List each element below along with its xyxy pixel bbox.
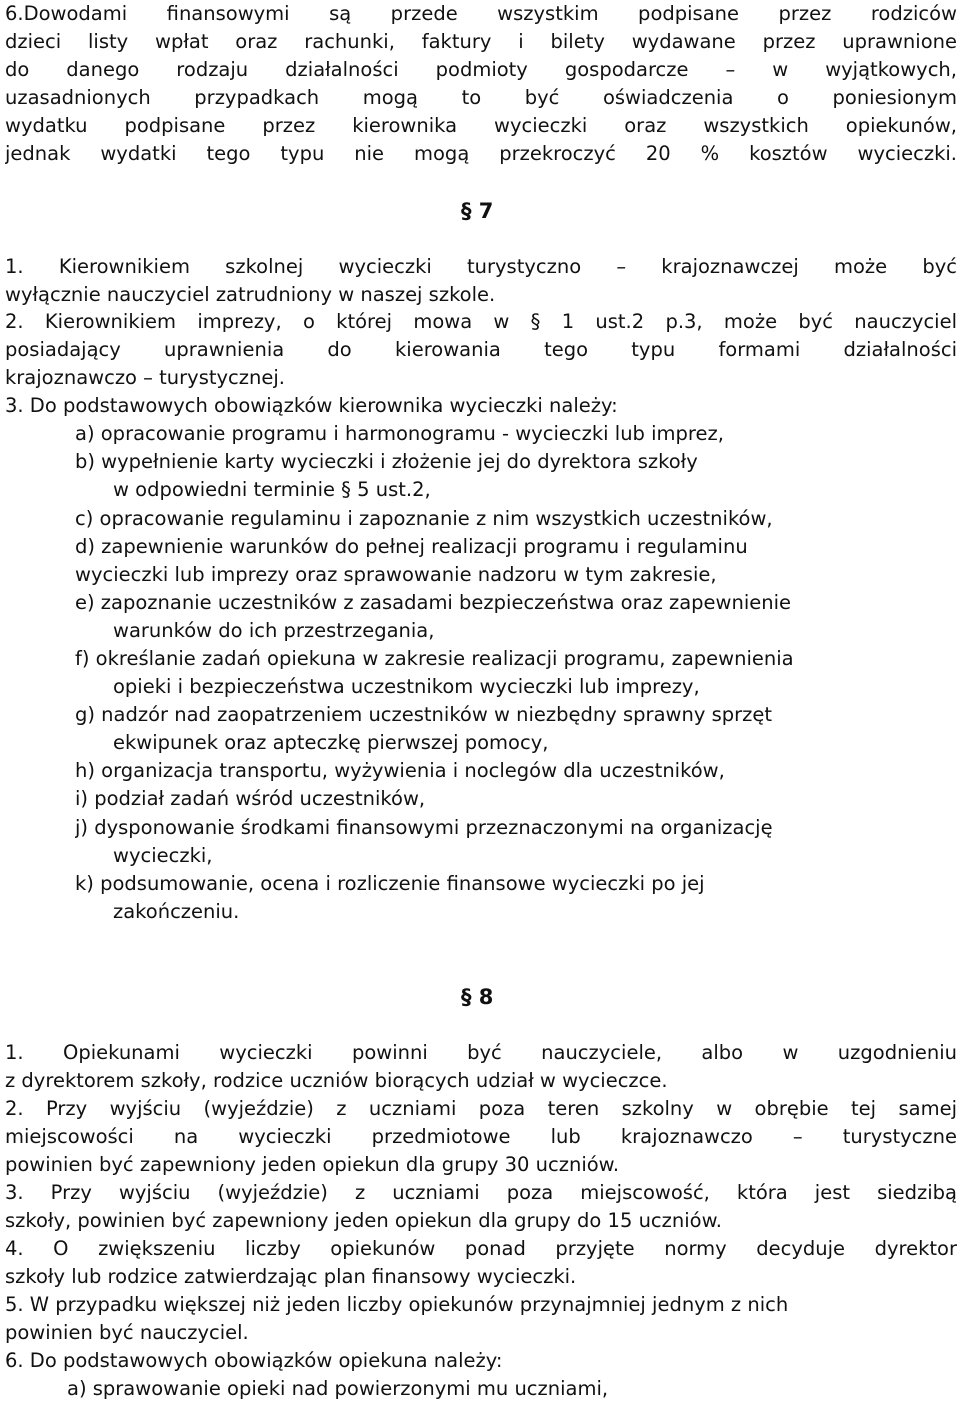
text-line: 2. Przy wyjściu (wyjeździe) z uczniami poza teren szkolny w obrębie tej samej xyxy=(5,1097,957,1120)
list-item: i) podział zadań wśród uczestników, xyxy=(75,787,426,810)
list-item: a) opracowanie programu i harmonogramu - wycieczki lub imprez, xyxy=(75,422,724,445)
text-line: 2. Kierownikiem imprezy, o której mowa w § 1 ust.2 p.3, może być nauczyciel xyxy=(5,310,957,333)
list-item-continuation: wycieczki lub imprezy oraz sprawowanie nadzoru w tym zakresie, xyxy=(75,563,717,586)
list-item: h) organizacja transportu, wyżywienia i noclegów dla uczestników, xyxy=(75,759,725,782)
list-item-continuation: w odpowiedni terminie § 5 ust.2, xyxy=(113,478,431,501)
text-line: uzasadnionych przypadkach mogą to być oświadczenia o poniesionym xyxy=(5,86,957,109)
text-line: 6.Dowodami finansowymi są przede wszystkim podpisane przez rodziców xyxy=(5,2,957,25)
list-item-continuation: opieki i bezpieczeństwa uczestnikom wycieczki lub imprezy, xyxy=(113,675,700,698)
section-heading-8: § 8 xyxy=(461,985,494,1009)
text-line: krajoznawczo – turystycznej. xyxy=(5,366,285,389)
text-line: 5. W przypadku większej niż jeden liczby opiekunów przynajmniej jednym z nich xyxy=(5,1293,789,1316)
text-line: do danego rodzaju działalności podmioty gospodarcze – w wyjątkowych, xyxy=(5,58,957,81)
text-line: 1. Kierownikiem szkolnej wycieczki turystyczno – krajoznawczej może być xyxy=(5,255,957,278)
text-line: jednak wydatki tego typu nie mogą przekroczyć 20 % kosztów wycieczki. xyxy=(5,142,957,165)
list-item: c) opracowanie regulaminu i zapoznanie z nim wszystkich uczestników, xyxy=(75,507,773,530)
list-item: e) zapoznanie uczestników z zasadami bezpieczeństwa oraz zapewnienie xyxy=(75,591,792,614)
text-line: szkoły lub rodzice zatwierdzając plan finansowy wycieczki. xyxy=(5,1265,577,1288)
list-item-continuation: warunków do ich przestrzegania, xyxy=(113,619,435,642)
text-line: 1. Opiekunami wycieczki powinni być nauczyciele, albo w uzgodnieniu xyxy=(5,1041,957,1064)
text-line: wyłącznie nauczyciel zatrudniony w naszej szkole. xyxy=(5,283,496,306)
text-line: posiadający uprawnienia do kierowania tego typu formami działalności xyxy=(5,338,957,361)
text-line: 3. Do podstawowych obowiązków kierownika wycieczki należy: xyxy=(5,394,618,417)
list-item: f) określanie zadań opiekuna w zakresie realizacji programu, zapewnienia xyxy=(75,647,794,670)
text-line: dzieci listy wpłat oraz rachunki, faktury i bilety wydawane przez uprawnione xyxy=(5,30,957,53)
list-item: j) dysponowanie środkami finansowymi przeznaczonymi na organizację xyxy=(75,816,773,839)
text-line: z dyrektorem szkoły, rodzice uczniów biorących udział w wycieczce. xyxy=(5,1069,668,1092)
text-line: powinien być zapewniony jeden opiekun dla grupy 30 uczniów. xyxy=(5,1153,620,1176)
section-heading-7: § 7 xyxy=(461,199,494,223)
list-item-continuation: ekwipunek oraz apteczkę pierwszej pomocy, xyxy=(113,731,549,754)
text-line: powinien być nauczyciel. xyxy=(5,1321,249,1344)
list-item-continuation: wycieczki, xyxy=(113,844,213,867)
text-line: 4. O zwiększeniu liczby opiekunów ponad przyjęte normy decyduje dyrektor xyxy=(5,1237,957,1260)
list-item-continuation: zakończeniu. xyxy=(113,900,240,923)
list-item: g) nadzór nad zaopatrzeniem uczestników w niezbędny sprawny sprzęt xyxy=(75,703,773,726)
text-line: 6. Do podstawowych obowiązków opiekuna należy: xyxy=(5,1349,503,1372)
text-line: wydatku podpisane przez kierownika wycieczki oraz wszystkich opiekunów, xyxy=(5,114,957,137)
text-line: szkoły, powinien być zapewniony jeden opiekun dla grupy do 15 uczniów. xyxy=(5,1209,722,1232)
list-item: k) podsumowanie, ocena i rozliczenie finansowe wycieczki po jej xyxy=(75,872,705,895)
text-line: miejscowości na wycieczki przedmiotowe lub krajoznawczo – turystyczne xyxy=(5,1125,957,1148)
list-item: d) zapewnienie warunków do pełnej realizacji programu i regulaminu xyxy=(75,535,748,558)
text-line: 3. Przy wyjściu (wyjeździe) z uczniami poza miejscowość, która jest siedzibą xyxy=(5,1181,957,1204)
list-item: b) wypełnienie karty wycieczki i złożenie jej do dyrektora szkoły xyxy=(75,450,698,473)
list-item: a) sprawowanie opieki nad powierzonymi mu uczniami, xyxy=(67,1377,609,1400)
